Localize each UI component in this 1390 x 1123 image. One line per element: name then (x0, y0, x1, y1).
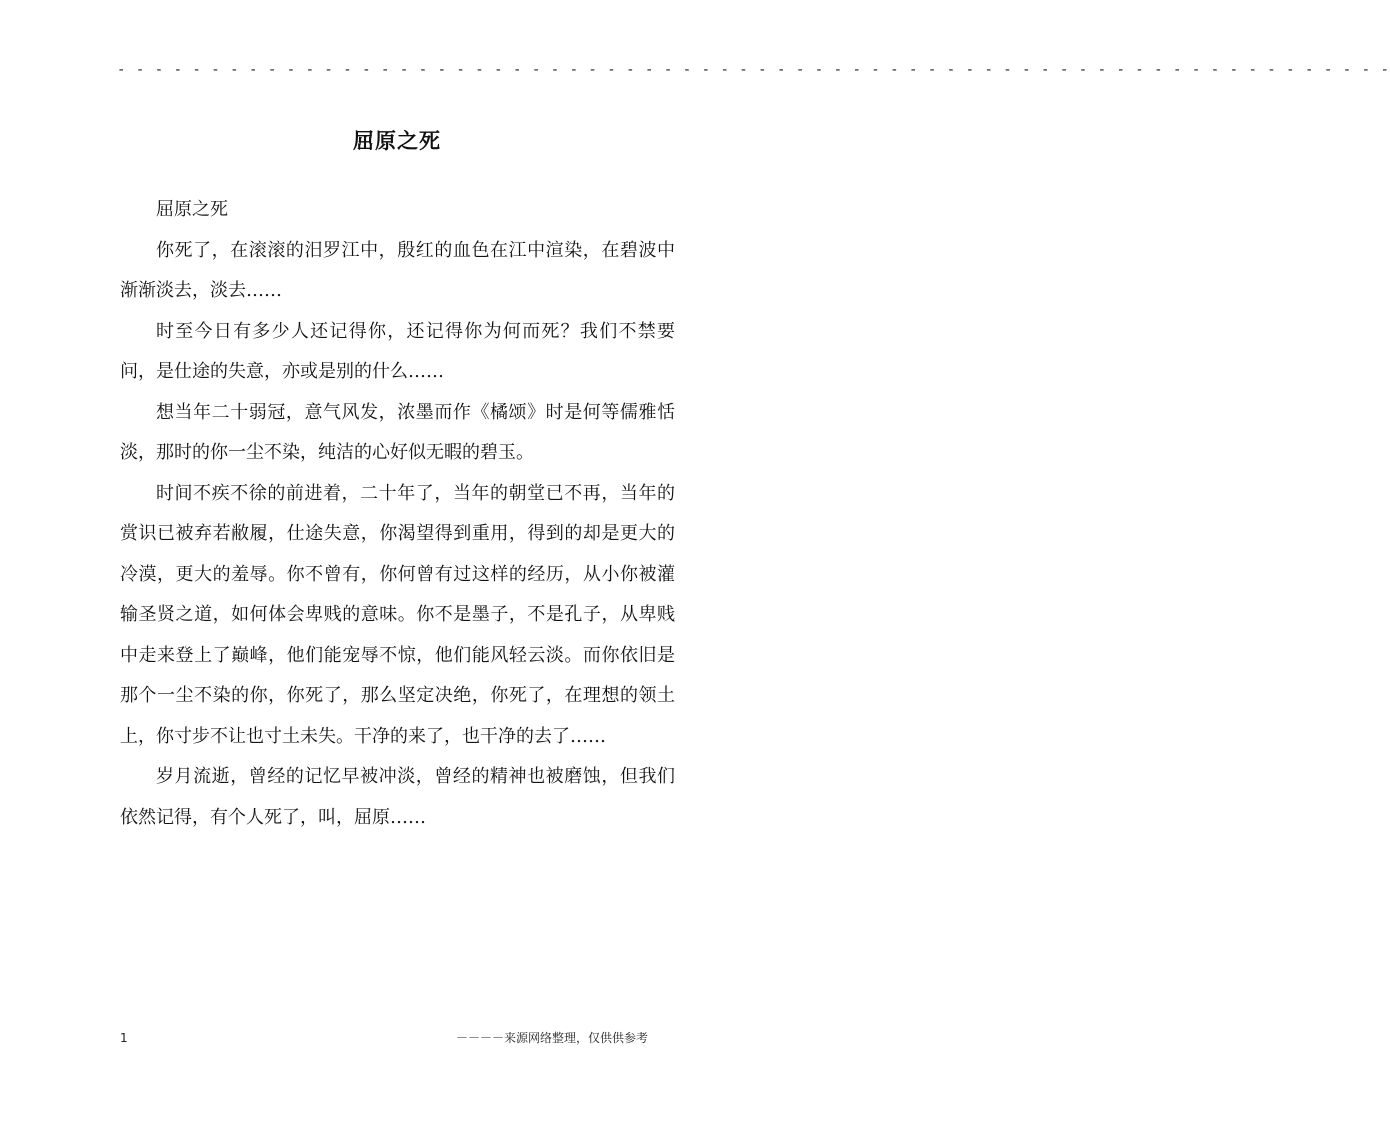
paragraph: 想当年二十弱冠，意气风发，浓墨而作《橘颂》时是何等儒雅恬淡，那时的你一尘不染，纯洁的心好似无暇的碧玉。 (120, 401, 675, 463)
document-body (120, 190, 675, 838)
source-note: －－－－来源网络整理，仅供供参考 (456, 1031, 649, 1045)
page-number: 1 (120, 1031, 128, 1045)
document-title: 屈原之死 (353, 128, 441, 153)
paragraph: 岁月流逝，曾经的记忆早被冲淡，曾经的精神也被磨蚀，但我们依然记得，有个人死了，叫，屈原…… (120, 766, 675, 828)
header-dashed-rule: - - - - - - - - - - - - - - - - - - - - - - - - - - - - - - - - - - - - - - - - - - - - - - - - - - - - - - - - - - - - - - - - - - - - (117, 62, 1390, 78)
paragraph: 时至今日有多少人还记得你，还记得你为何而死？我们不禁要问，是仕途的失意，亦或是别的什么…… (120, 320, 675, 382)
paragraph: 时间不疾不徐的前进着，二十年了，当年的朝堂已不再，当年的赏识已被弃若敝履，仕途失意，你渴望得到重用，得到的却是更大的冷漠，更大的羞辱。你不曾有，你何曾有过这样的经历，从小你被灌输圣贤之道，如何体会卑贱的意味。你不是墨子，不是孔子，从卑贱中走来登上了巅峰，他们能宠辱不惊，他们能风轻云淡。而你依旧是那个一尘不染的你，你死了，那么坚定决绝，你死了，在理想的领土上，你寸步不让也寸土未失。干净的来了，也干净的去了…… (120, 482, 675, 747)
paragraph-subtitle: 屈原之死 (156, 199, 228, 220)
paragraph: 你死了，在滚滚的汨罗江中，殷红的血色在江中渲染，在碧波中渐渐淡去，淡去…… (120, 239, 675, 301)
page-footer (0, 1028, 794, 1048)
